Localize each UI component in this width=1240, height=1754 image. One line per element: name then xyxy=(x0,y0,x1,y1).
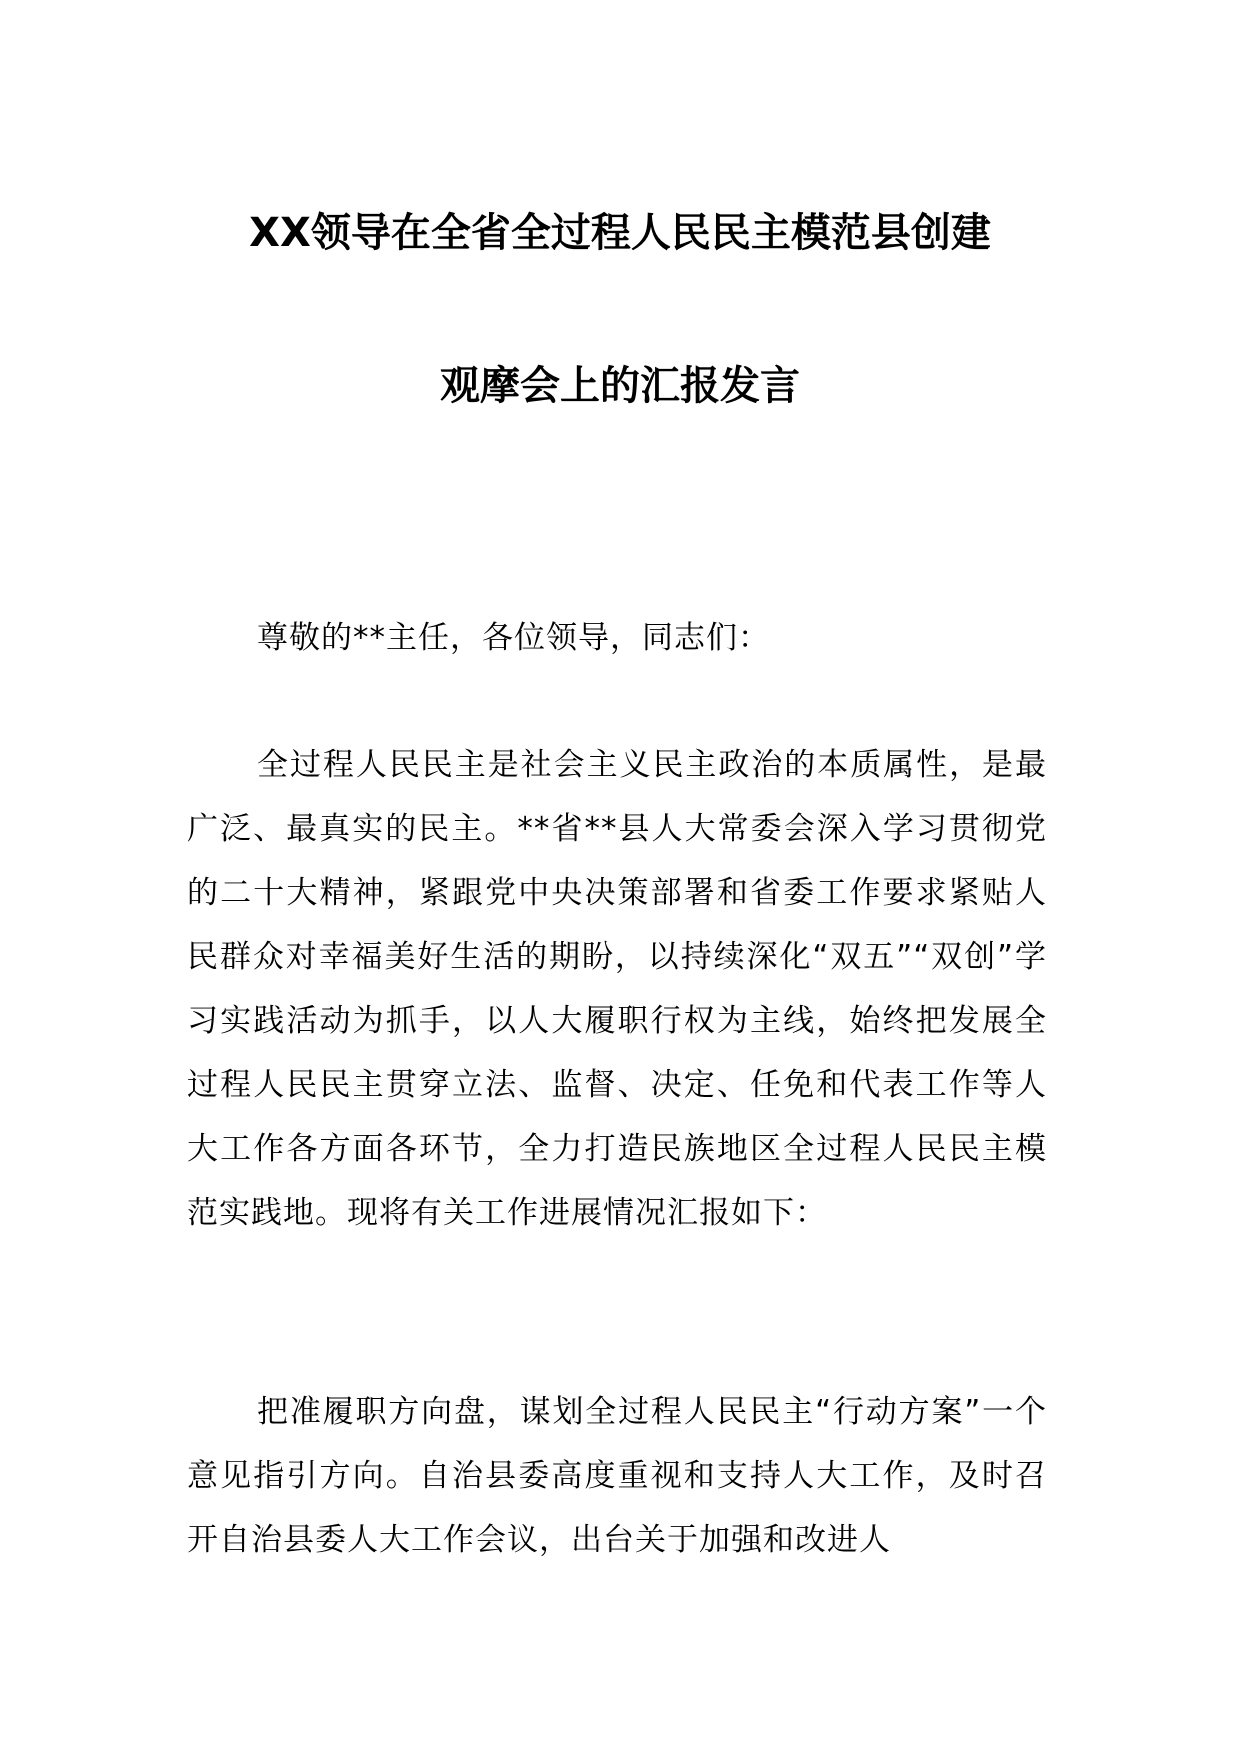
document-title-line-2: 观摩会上的汇报发言 xyxy=(440,363,800,409)
salutation: 尊敬的**主任，各位领导，同志们： xyxy=(257,620,770,656)
paragraph-direction: 把准履职方向盘，谋划全过程人民民主“行动方案”一个意见指引方向。自治县委高度重视和支持人大工作，及时召开自治县委人大工作会议，出台关于加强和改进人 xyxy=(187,1394,1047,1558)
document-title-line-1: XX领导在全省全过程人民民主模范县创建 xyxy=(249,210,991,256)
paragraph-intro: 全过程人民民主是社会主义民主政治的本质属性，是最广泛、最真实的民主。**省**县人大常委会深入学习贯彻党的二十大精神，紧跟党中央决策部署和省委工作要求紧贴人民群众对幸福美好生活的期盼，以持续深化“双五”“双创”学习实践活动为抓手，以人大履职行权为主线，始终把发展全过程人民民主贯穿立法、监督、决定、任免和代表工作等人大工作各方面各环节，全力打造民族地区全过程人民民主模范实践地。现将有关工作进展情况汇报如下： xyxy=(187,747,1047,1231)
